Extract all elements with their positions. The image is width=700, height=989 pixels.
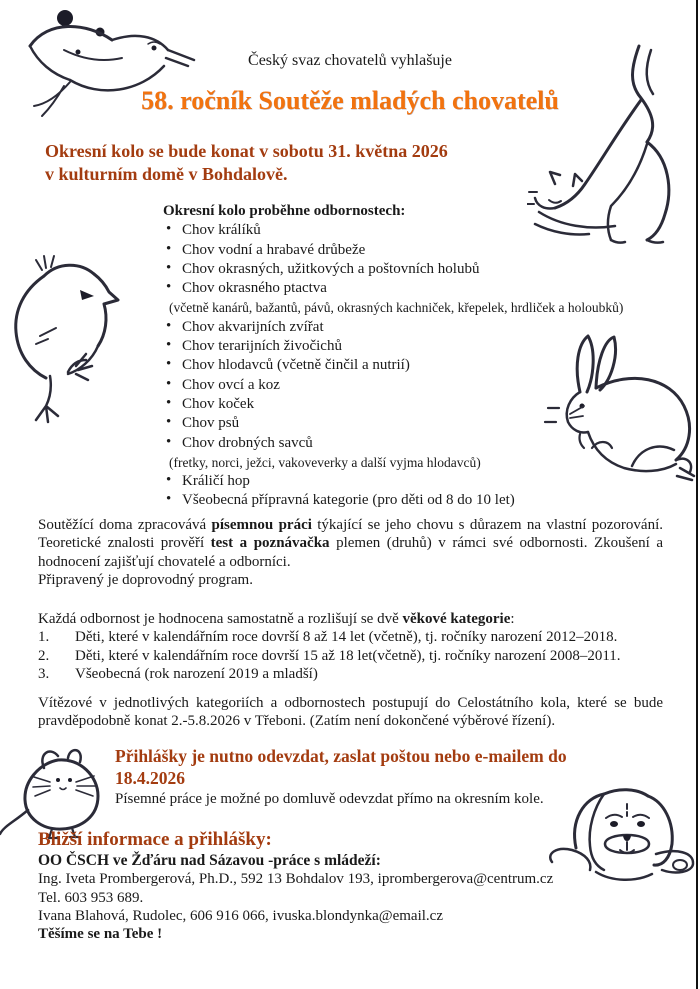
paragraph-text: plemen (druhů) v rámci své odbornosti. Zkoušení a hodnocení zajišťují chovatelé a odborníci.: [38, 535, 664, 570]
disciplines-list: [163, 202, 675, 511]
categories-heading: [38, 610, 663, 628]
category-number: 3.: [38, 665, 50, 682]
heading-text: :: [510, 611, 515, 627]
announcer-line: Český svaz chovatelů vyhlašuje: [248, 52, 452, 69]
category-text: Děti, které v kalendářním roce dovrší 15 až 18 let(včetně), tj. ročníky narození 2008–2011.: [75, 647, 621, 664]
paragraph-bold: písemnou práci: [211, 517, 312, 533]
list-item-note: (včetně kanárů, bažantů, pávů, okrasných kachniček, křepelek, hrdliček a holoubků): [169, 300, 624, 316]
paragraph-text: Soutěžící doma zpracovává: [38, 517, 212, 533]
category-text: Děti, které v kalendářním roce dovrší 8 až 14 let (včetně), tj. ročníky narození 2012–2018.: [75, 629, 618, 646]
list-item: • Chov okrasného ptactva: [163, 279, 675, 298]
contact-line-3: Ivana Blahová, Rudolec, 606 916 066, ivuska.blondynka@email.cz: [38, 907, 443, 924]
list-item: • Chov terarijních živočichů: [163, 337, 675, 356]
deadline-line-1: Přihlášky je nutno odevzdat, zaslat poštou nebo e-mailem do: [115, 746, 567, 766]
disciplines-heading: Okresní kolo proběhne odbornostech:: [163, 203, 406, 219]
category-item: [38, 628, 663, 646]
list-item: • Všeobecná přípravná kategorie (pro děti od 8 do 10 let): [163, 491, 675, 510]
written-work-paragraph: [38, 516, 663, 589]
contact-line-2: Tel. 603 953 689.: [38, 889, 144, 906]
deadline-line-2: 18.4.2026: [115, 768, 185, 788]
application-section: [115, 745, 635, 808]
list-item: • Chov okrasných, užitkových a poštovních holubů: [163, 260, 675, 279]
heading-bold: věkové kategorie: [402, 611, 511, 627]
category-item: [38, 647, 663, 665]
heading-text: Každá odbornost je hodnocena samostatně a rozlišují se dvě: [38, 611, 403, 627]
list-item: • Chov hlodavců (včetně činčil a nutrií): [163, 356, 675, 375]
event-line-2: v kulturním domě v Bohdalově.: [45, 164, 288, 184]
list-item: • Chov drobných savců: [163, 434, 675, 453]
list-item: • Chov králíků: [163, 221, 675, 240]
paragraph-text: týkající se jeho chovu s důrazem na vlastní pozorování. Teoretické znalosti prověří: [38, 517, 663, 552]
page-right-border: [696, 0, 698, 989]
event-details-heading: [45, 140, 605, 186]
program-line: Připravený je doprovodný program.: [38, 571, 253, 588]
age-categories-section: [38, 610, 663, 683]
list-item: • Chov psů: [163, 414, 675, 433]
list-item: • Chov koček: [163, 395, 675, 414]
contact-section: [38, 828, 663, 943]
contact-heading: Bližší informace a přihlášky:: [38, 829, 272, 850]
list-item: • Chov ovcí a koz: [163, 376, 675, 395]
organization-line: OO ČSCH ve Žďáru nad Sázavou -práce s mládeží:: [38, 852, 381, 869]
application-deadline-heading: [115, 745, 635, 789]
category-text: Všeobecná (rok narození 2019 a mladší): [75, 665, 318, 682]
category-number: 1.: [38, 629, 50, 646]
event-line-1: Okresní kolo se bude konat v sobotu 31. května 2026: [45, 141, 448, 161]
contact-line-1: Ing. Iveta Prombergerová, Ph.D., 592 13 Bohdalov 193, iprombergerova@centrum.cz: [38, 871, 554, 888]
list-item: • Chov vodní a hrabavé drůbeže: [163, 241, 675, 260]
winners-paragraph: Vítězové v jednotlivých kategoriích a odbornostech postupují do Celostátního kola, které se bude pravděpodobně konat 2.-5.8.2026 v Třeboni. (Zatím není dokončené výběrové řízení).: [38, 695, 663, 730]
category-number: 2.: [38, 647, 50, 664]
list-item: • Králičí hop: [163, 472, 675, 491]
paragraph-bold: test a poznávačka: [210, 535, 330, 552]
mouse-icon: [0, 742, 120, 842]
chick-icon: [6, 248, 124, 428]
category-item: [38, 665, 663, 683]
closing-line: Těšíme se na Tebe !: [38, 926, 163, 943]
page-title: 58. ročník Soutěže mladých chovatelů: [141, 86, 559, 115]
list-item: • Chov akvarijních zvířat: [163, 318, 675, 337]
application-note: Písemné práce je možné po domluvě odevzdat přímo na okresním kole.: [115, 791, 544, 807]
list-item-note: (fretky, norci, ježci, vakoveverky a další vyjma hlodavců): [169, 454, 481, 470]
